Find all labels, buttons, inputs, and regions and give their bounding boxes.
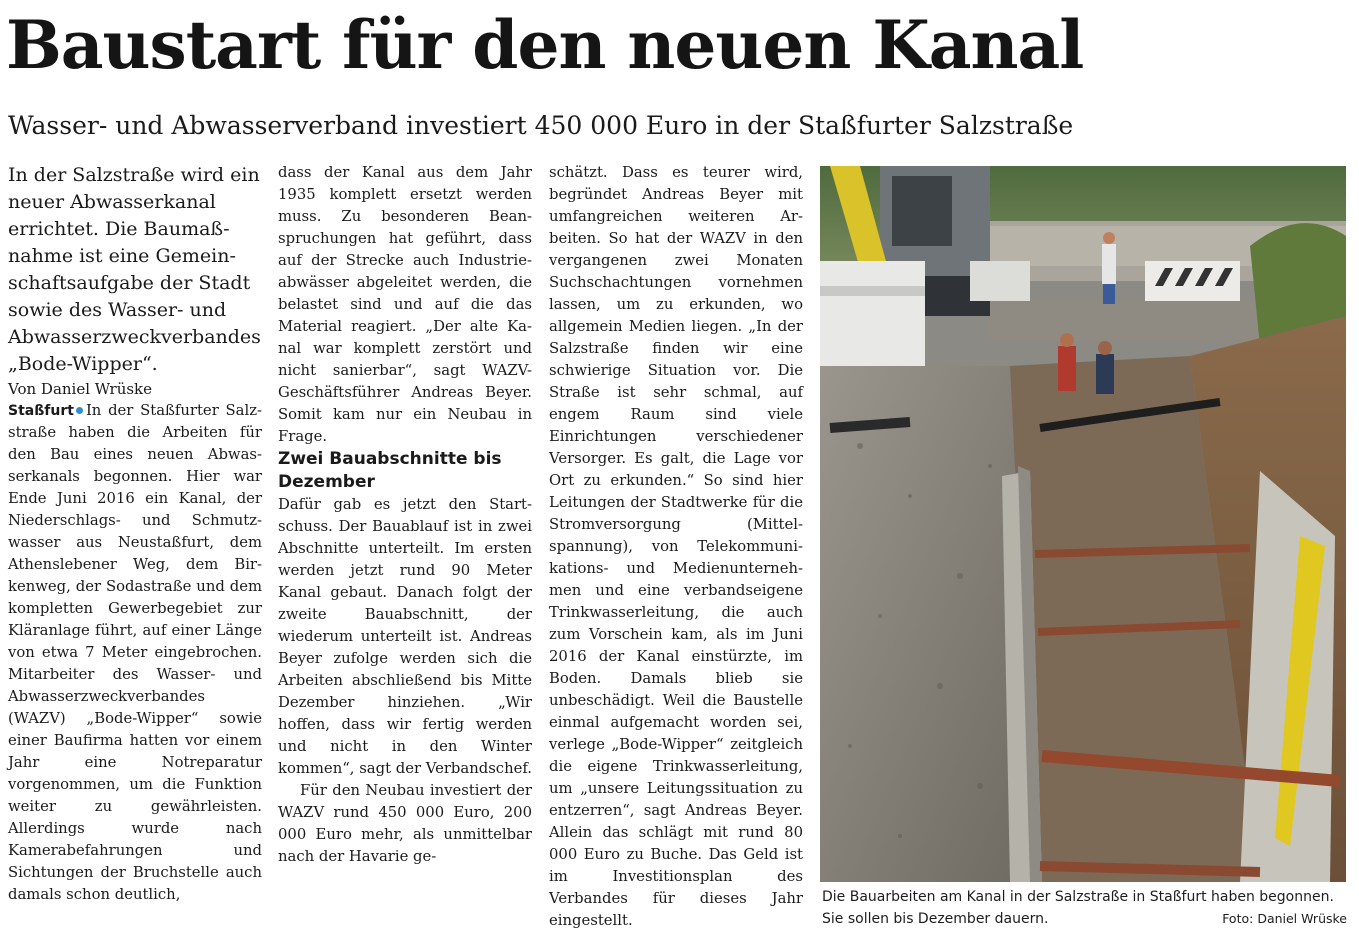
body-paragraph-5: schätzt. Dass es teurer wird, begründet Andreas Beyer mit umfangreichen weiteren Arbeiten. So hat der WAZV in den vergangenen zwei Monaten Suchschachtungen vornehmen lassen, um zu erkunden, wo allgemein Medien liegen. „In der Salzstraße finden wir eine schwierige Situation vor. Die Straße ist sehr schmal, auf engem Raum sind viele Einrichtungen verschiedener Versorger. Es galt, die Lage vor Ort zu erkunden.“ So sind hier Leitungen der Stadtwerke für die Stromversorgung (Mittelspannung), von Telekommunikations- und Medienunternehmen und eine verbandseigene Trinkwasserleitung, die auch zum Vorschein kam, als im Juni 2016 der Kanal einstürzte, im Boden. Damals blieb sie unbeschädigt. Weil die Baustelle einmal aufgemacht worden sei, verlege „Bode-Wipper“ zeitgleich die eigene Trinkwasserleitung, um „unsere Leitungssituation zu entzerren“, sagt Andreas Beyer. Allein das schlägt mit rund 80 000 Euro zu Buche. Das Geld ist im Investitionsplan des Verbandes für dieses Jahr eingestellt. — [549, 164, 803, 929]
photo-caption: Die Bauarbeiten am Kanal in der Salzstraße in Staßfurt haben begonnen. Sie sollen bis Dezember dauern. — [822, 889, 1334, 927]
column-3 — [549, 162, 803, 932]
body-paragraph-2: dass der Kanal aus dem Jahr 1935 komplett ersetzt werden muss. Zu besonderen Beanspruchungen hat geführt, dass auf der Strecke auch Industrieabwässer abgeleitet werden, die belastet sind und auf die das Material reagiert. „Der alte Kanal war komplett zerstört und nicht sanierbar“, sagt WAZV-Geschäftsführer Andreas Beyer. Somit kam nur ein Neubau in Frage. — [278, 164, 532, 445]
body-text-col1: In der Staßfurter Salzstraße haben die Arbeiten für den Bau eines neuen Abwasserkanals begonnen. Hier war Ende Juni 2016 ein Kanal, der Niederschlags- und Schmutzwasser aus Neustaßfurt, dem Athenslebener Weg, dem Birkenweg, der Sodastraße und dem kompletten Gewerbegebiet zur Kläranlage führt, auf einer Länge von etwa 7 Meter eingebrochen. Mitarbeiter des Wasser- und Abwasserzweckverbandes (WAZV) „Bode-Wipper“ sowie einer Baufirma hatten vor einem Jahr eine Notreparatur vorgenommen, um die Funktion weiter zu gewährleisten. Allerdings wurde nach Kamerabefahrungen und Sichtungen der Bruchstelle auch damals schon deutlich, — [8, 402, 262, 903]
dateline: Staßfurt — [8, 403, 74, 419]
subheadline: Wasser- und Abwasserverband investiert 450 000 Euro in der Staßfurter Salzstraße — [8, 111, 1074, 140]
construction-photo — [820, 166, 1346, 882]
body-paragraph-4: Für den Neubau investiert der WAZV rund 450 000 Euro, 200 000 Euro mehr, als unmittelbar nach der Havarie ge- — [278, 782, 532, 865]
dateline-dot-icon — [76, 407, 83, 414]
photo-credit: Foto: Daniel Wrüske — [1222, 911, 1347, 926]
interhead: Zwei Bauabschnitte bis Dezember — [278, 449, 502, 492]
body-paragraph-3: Dafür gab es jetzt den Startschuss. Der Bauablauf ist in zwei Abschnitte unterteilt. Im ersten werden jetzt rund 90 Meter Kanal gebaut. Danach folgt der zweite Bauabschnitt, der wiederum unterteilt ist. Andreas Beyer zufolge werden sich die Arbeiten abschließend bis Mitte Dezember hinziehen. „Wir hoffen, dass wir fertig werden und nicht in den Winter kommen“, sagt der Verbandschef. — [278, 496, 533, 777]
body-paragraph-1 — [8, 400, 262, 906]
lead-paragraph: In der Salzstraße wird ein neuer Abwasserkanal errichtet. Die Baumaßnahme ist eine Gemeinschaftsaufgabe der Stadt sowie des Wasser- und Abwasserzweckverbandes „Bode-Wipper“. — [8, 164, 261, 375]
column-1 — [8, 162, 262, 906]
column-2 — [278, 162, 532, 868]
headline: Baustart für den neuen Kanal — [6, 6, 1084, 84]
byline: Von Daniel Wrüske — [8, 380, 153, 398]
